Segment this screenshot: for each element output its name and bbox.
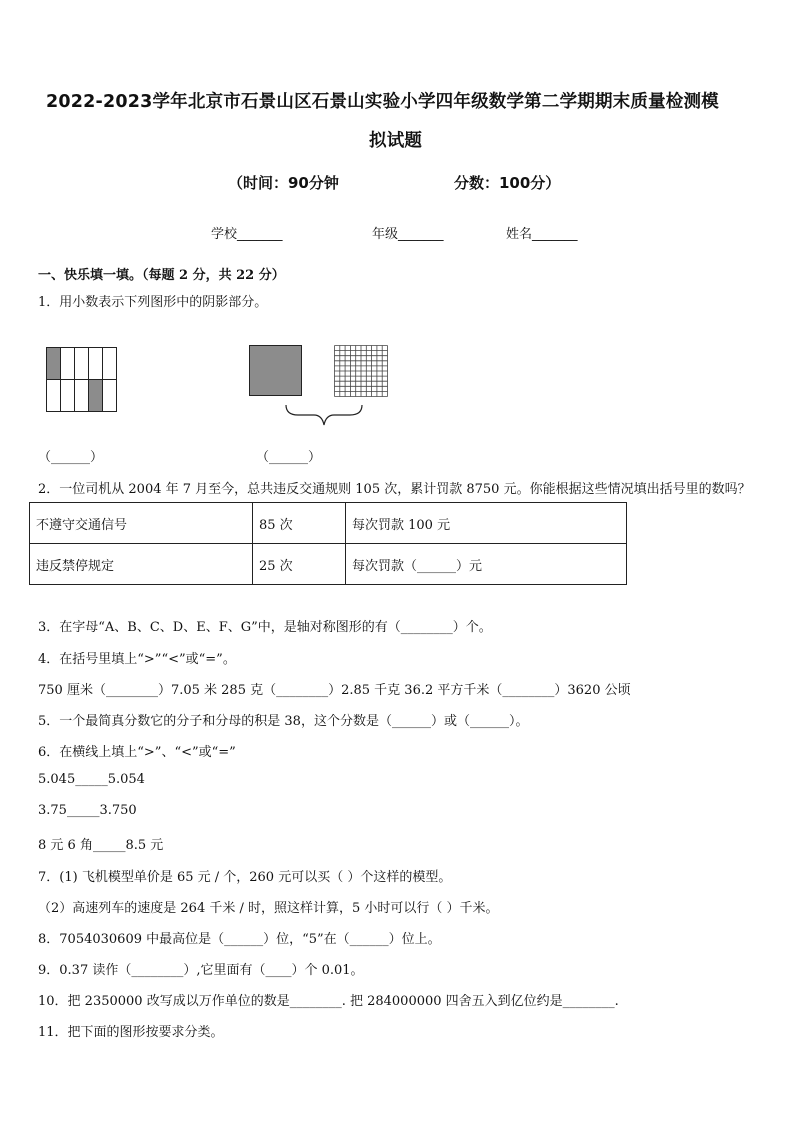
question-6-item-1[interactable]: 5.045_____5.054: [38, 772, 145, 787]
grid-cell: [103, 348, 117, 380]
shaded-square: [249, 345, 303, 397]
table-cell: 不遵守交通信号: [30, 503, 253, 544]
question-6-item-2[interactable]: 3.75_____3.750: [38, 803, 137, 818]
exam-score: 分数：100分）: [454, 174, 561, 192]
question-1: 1．用小数表示下列图形中的阴影部分。: [38, 295, 268, 310]
answer-blank-left[interactable]: （______）: [38, 450, 104, 465]
table-row: [30, 503, 627, 544]
question-4-items[interactable]: 750 厘米（________）7.05 米 285 克（________）2.85 千克 36.2 平方千米（________）3620 公顷: [38, 683, 631, 698]
table-row: [30, 544, 627, 585]
question-7-part-2: （2）高速列车的速度是 264 千米 / 时，照这样计算，5 小时可以行（ ）千米。: [38, 901, 499, 916]
grade-field[interactable]: 年级_______: [372, 227, 444, 242]
grid-cell: [47, 380, 61, 412]
question-5: 5．一个最简真分数它的分子和分母的积是 38，这个分数是（______）或（______）。: [38, 714, 529, 729]
question-2: 2．一位司机从 2004 年 7 月至今，总共违反交通规则 105 次，累计罚款 8750 元。你能根据这些情况填出括号里的数吗？: [38, 482, 751, 497]
brace-icon: [284, 403, 364, 427]
answer-blank-right[interactable]: （______）: [256, 450, 322, 465]
shaded-cell: [47, 348, 61, 380]
fines-table: [29, 502, 627, 585]
grid-cell: [103, 380, 117, 412]
name-field[interactable]: 姓名_______: [506, 227, 578, 242]
page-title-line1: 2022-2023学年北京市石景山区石景山实验小学四年级数学第二学期期末质量检测模: [46, 92, 719, 112]
grid-cell: [61, 380, 75, 412]
shaded-cell: [89, 380, 103, 412]
hundred-grid: [334, 345, 389, 398]
table-cell: 85 次: [253, 503, 346, 544]
exam-time: （时间：90分钟: [228, 174, 339, 192]
school-field[interactable]: 学校_______: [211, 227, 283, 242]
question-6-item-3[interactable]: 8 元 6 角_____8.5 元: [38, 838, 164, 853]
table-cell[interactable]: 每次罚款（______）元: [346, 544, 627, 585]
table-cell: 每次罚款 100 元: [346, 503, 627, 544]
question-8: 8．7054030609 中最高位是（______）位，“5”在（______）位上。: [38, 932, 441, 947]
question-3: 3．在字母“A、B、C、D、E、F、G”中，是轴对称图形的有（________）个。: [38, 620, 492, 635]
grid-cell: [75, 380, 89, 412]
grid-cell: [89, 348, 103, 380]
page-title-line2: 拟试题: [369, 131, 423, 151]
question-9: 9．0.37 读作（________）,它里面有（____）个 0.01。: [38, 963, 364, 978]
shaded-grid-left: [46, 347, 118, 412]
question-7-part-1: 7．(1) 飞机模型单价是 65 元 / 个，260 元可以买（ ）个这样的模型。: [38, 870, 452, 885]
grid-cell: [75, 348, 89, 380]
question-11: 11．把下面的图形按要求分类。: [38, 1025, 224, 1040]
question-4: 4．在括号里填上“>”“<”或“=”。: [38, 652, 236, 667]
section-heading: 一、快乐填一填。（每题 2 分，共 22 分）: [38, 268, 285, 283]
table-cell: 违反禁停规定: [30, 544, 253, 585]
grid-cell: [61, 348, 75, 380]
table-cell: 25 次: [253, 544, 346, 585]
question-10: 10．把 2350000 改写成以万作单位的数是________. 把 284000000 四舍五入到亿位约是________.: [38, 994, 619, 1009]
question-6: 6．在横线上填上“>”、“<”或“=”: [38, 745, 236, 760]
